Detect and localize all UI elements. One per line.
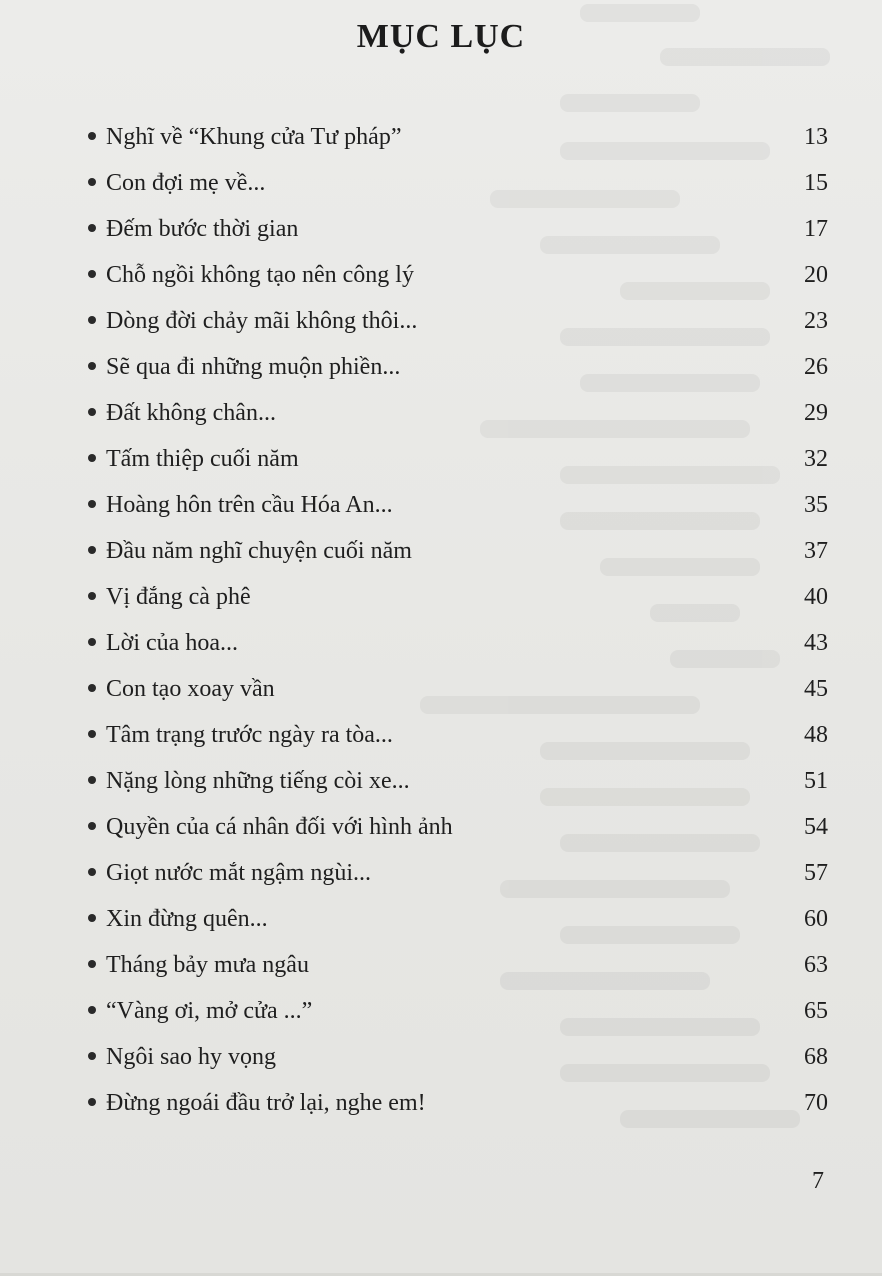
table-of-contents — [78, 122, 828, 1134]
toc-entry-page: 68 — [804, 1044, 828, 1070]
toc-entry — [78, 766, 828, 812]
toc-entry-title: Ngôi sao hy vọng — [106, 1044, 276, 1070]
toc-entry-page: 54 — [804, 814, 828, 840]
toc-entry-title: Quyền của cá nhân đối với hình ảnh — [106, 814, 453, 840]
bullet-icon — [88, 546, 96, 554]
toc-entry-page: 40 — [804, 584, 828, 610]
toc-entry — [78, 582, 828, 628]
toc-entry-page: 35 — [804, 492, 828, 518]
toc-entry-page: 63 — [804, 952, 828, 978]
toc-entry — [78, 812, 828, 858]
toc-entry — [78, 306, 828, 352]
toc-entry-title: Dòng đời chảy mãi không thôi... — [106, 308, 418, 334]
toc-entry-title: Đầu năm nghĩ chuyện cuối năm — [106, 538, 412, 564]
toc-entry — [78, 628, 828, 674]
toc-entry — [78, 214, 828, 260]
bullet-icon — [88, 178, 96, 186]
toc-entry — [78, 260, 828, 306]
toc-entry-page: 48 — [804, 722, 828, 748]
toc-entry — [78, 444, 828, 490]
bullet-icon — [88, 684, 96, 692]
toc-entry-page: 57 — [804, 860, 828, 886]
bullet-icon — [88, 362, 96, 370]
toc-entry — [78, 352, 828, 398]
toc-entry-title: Đừng ngoái đầu trở lại, nghe em! — [106, 1090, 426, 1116]
toc-entry-title: Con tạo xoay vần — [106, 676, 275, 702]
toc-entry-title: Tấm thiệp cuối năm — [106, 446, 299, 472]
bullet-icon — [88, 730, 96, 738]
toc-entry-page: 70 — [804, 1090, 828, 1116]
toc-entry — [78, 858, 828, 904]
toc-entry — [78, 490, 828, 536]
bullet-icon — [88, 1006, 96, 1014]
toc-entry-title: Đếm bước thời gian — [106, 216, 299, 242]
toc-entry-title: Sẽ qua đi những muộn phiền... — [106, 354, 401, 380]
bullet-icon — [88, 776, 96, 784]
toc-entry-title: Tháng bảy mưa ngâu — [106, 952, 309, 978]
toc-entry — [78, 1042, 828, 1088]
bullet-icon — [88, 500, 96, 508]
toc-entry-page: 43 — [804, 630, 828, 656]
toc-entry-title: Chỗ ngồi không tạo nên công lý — [106, 262, 414, 288]
bullet-icon — [88, 132, 96, 140]
toc-entry-title: Nặng lòng những tiếng còi xe... — [106, 768, 410, 794]
bullet-icon — [88, 1098, 96, 1106]
toc-entry-page: 37 — [804, 538, 828, 564]
toc-entry — [78, 904, 828, 950]
toc-entry-page: 15 — [804, 170, 828, 196]
toc-entry-title: Nghĩ về “Khung cửa Tư pháp” — [106, 124, 402, 150]
bullet-icon — [88, 822, 96, 830]
toc-entry — [78, 536, 828, 582]
toc-entry-title: Con đợi mẹ về... — [106, 170, 266, 196]
toc-entry — [78, 674, 828, 720]
page-title: MỤC LỤC — [356, 18, 526, 55]
toc-entry-page: 13 — [804, 124, 828, 150]
toc-entry — [78, 168, 828, 214]
bullet-icon — [88, 454, 96, 462]
toc-entry-page: 60 — [804, 906, 828, 932]
toc-entry — [78, 1088, 828, 1134]
toc-entry-page: 45 — [804, 676, 828, 702]
toc-entry-title: Tâm trạng trước ngày ra tòa... — [106, 722, 393, 748]
bullet-icon — [88, 960, 96, 968]
bullet-icon — [88, 914, 96, 922]
toc-entry-title: Giọt nước mắt ngậm ngùi... — [106, 860, 371, 886]
toc-entry-page: 23 — [804, 308, 828, 334]
toc-entry — [78, 720, 828, 766]
toc-entry-title: Vị đắng cà phê — [106, 584, 251, 610]
toc-entry-page: 32 — [804, 446, 828, 472]
toc-entry-page: 26 — [804, 354, 828, 380]
bullet-icon — [88, 270, 96, 278]
bullet-icon — [88, 1052, 96, 1060]
toc-entry-page: 65 — [804, 998, 828, 1024]
toc-entry-title: Hoàng hôn trên cầu Hóa An... — [106, 492, 393, 518]
toc-entry — [78, 950, 828, 996]
toc-entry — [78, 398, 828, 444]
footer-page-number: 7 — [812, 1168, 824, 1194]
bullet-icon — [88, 408, 96, 416]
bullet-icon — [88, 224, 96, 232]
toc-entry — [78, 996, 828, 1042]
toc-entry — [78, 122, 828, 168]
toc-entry-page: 51 — [804, 768, 828, 794]
bullet-icon — [88, 316, 96, 324]
toc-entry-title: Lời của hoa... — [106, 630, 238, 656]
toc-entry-title: “Vàng ơi, mở cửa ...” — [106, 998, 313, 1024]
bullet-icon — [88, 638, 96, 646]
toc-entry-page: 17 — [804, 216, 828, 242]
toc-entry-title: Đất không chân... — [106, 400, 276, 426]
toc-entry-page: 20 — [804, 262, 828, 288]
bullet-icon — [88, 592, 96, 600]
bullet-icon — [88, 868, 96, 876]
toc-entry-title: Xin đừng quên... — [106, 906, 268, 932]
toc-entry-page: 29 — [804, 400, 828, 426]
